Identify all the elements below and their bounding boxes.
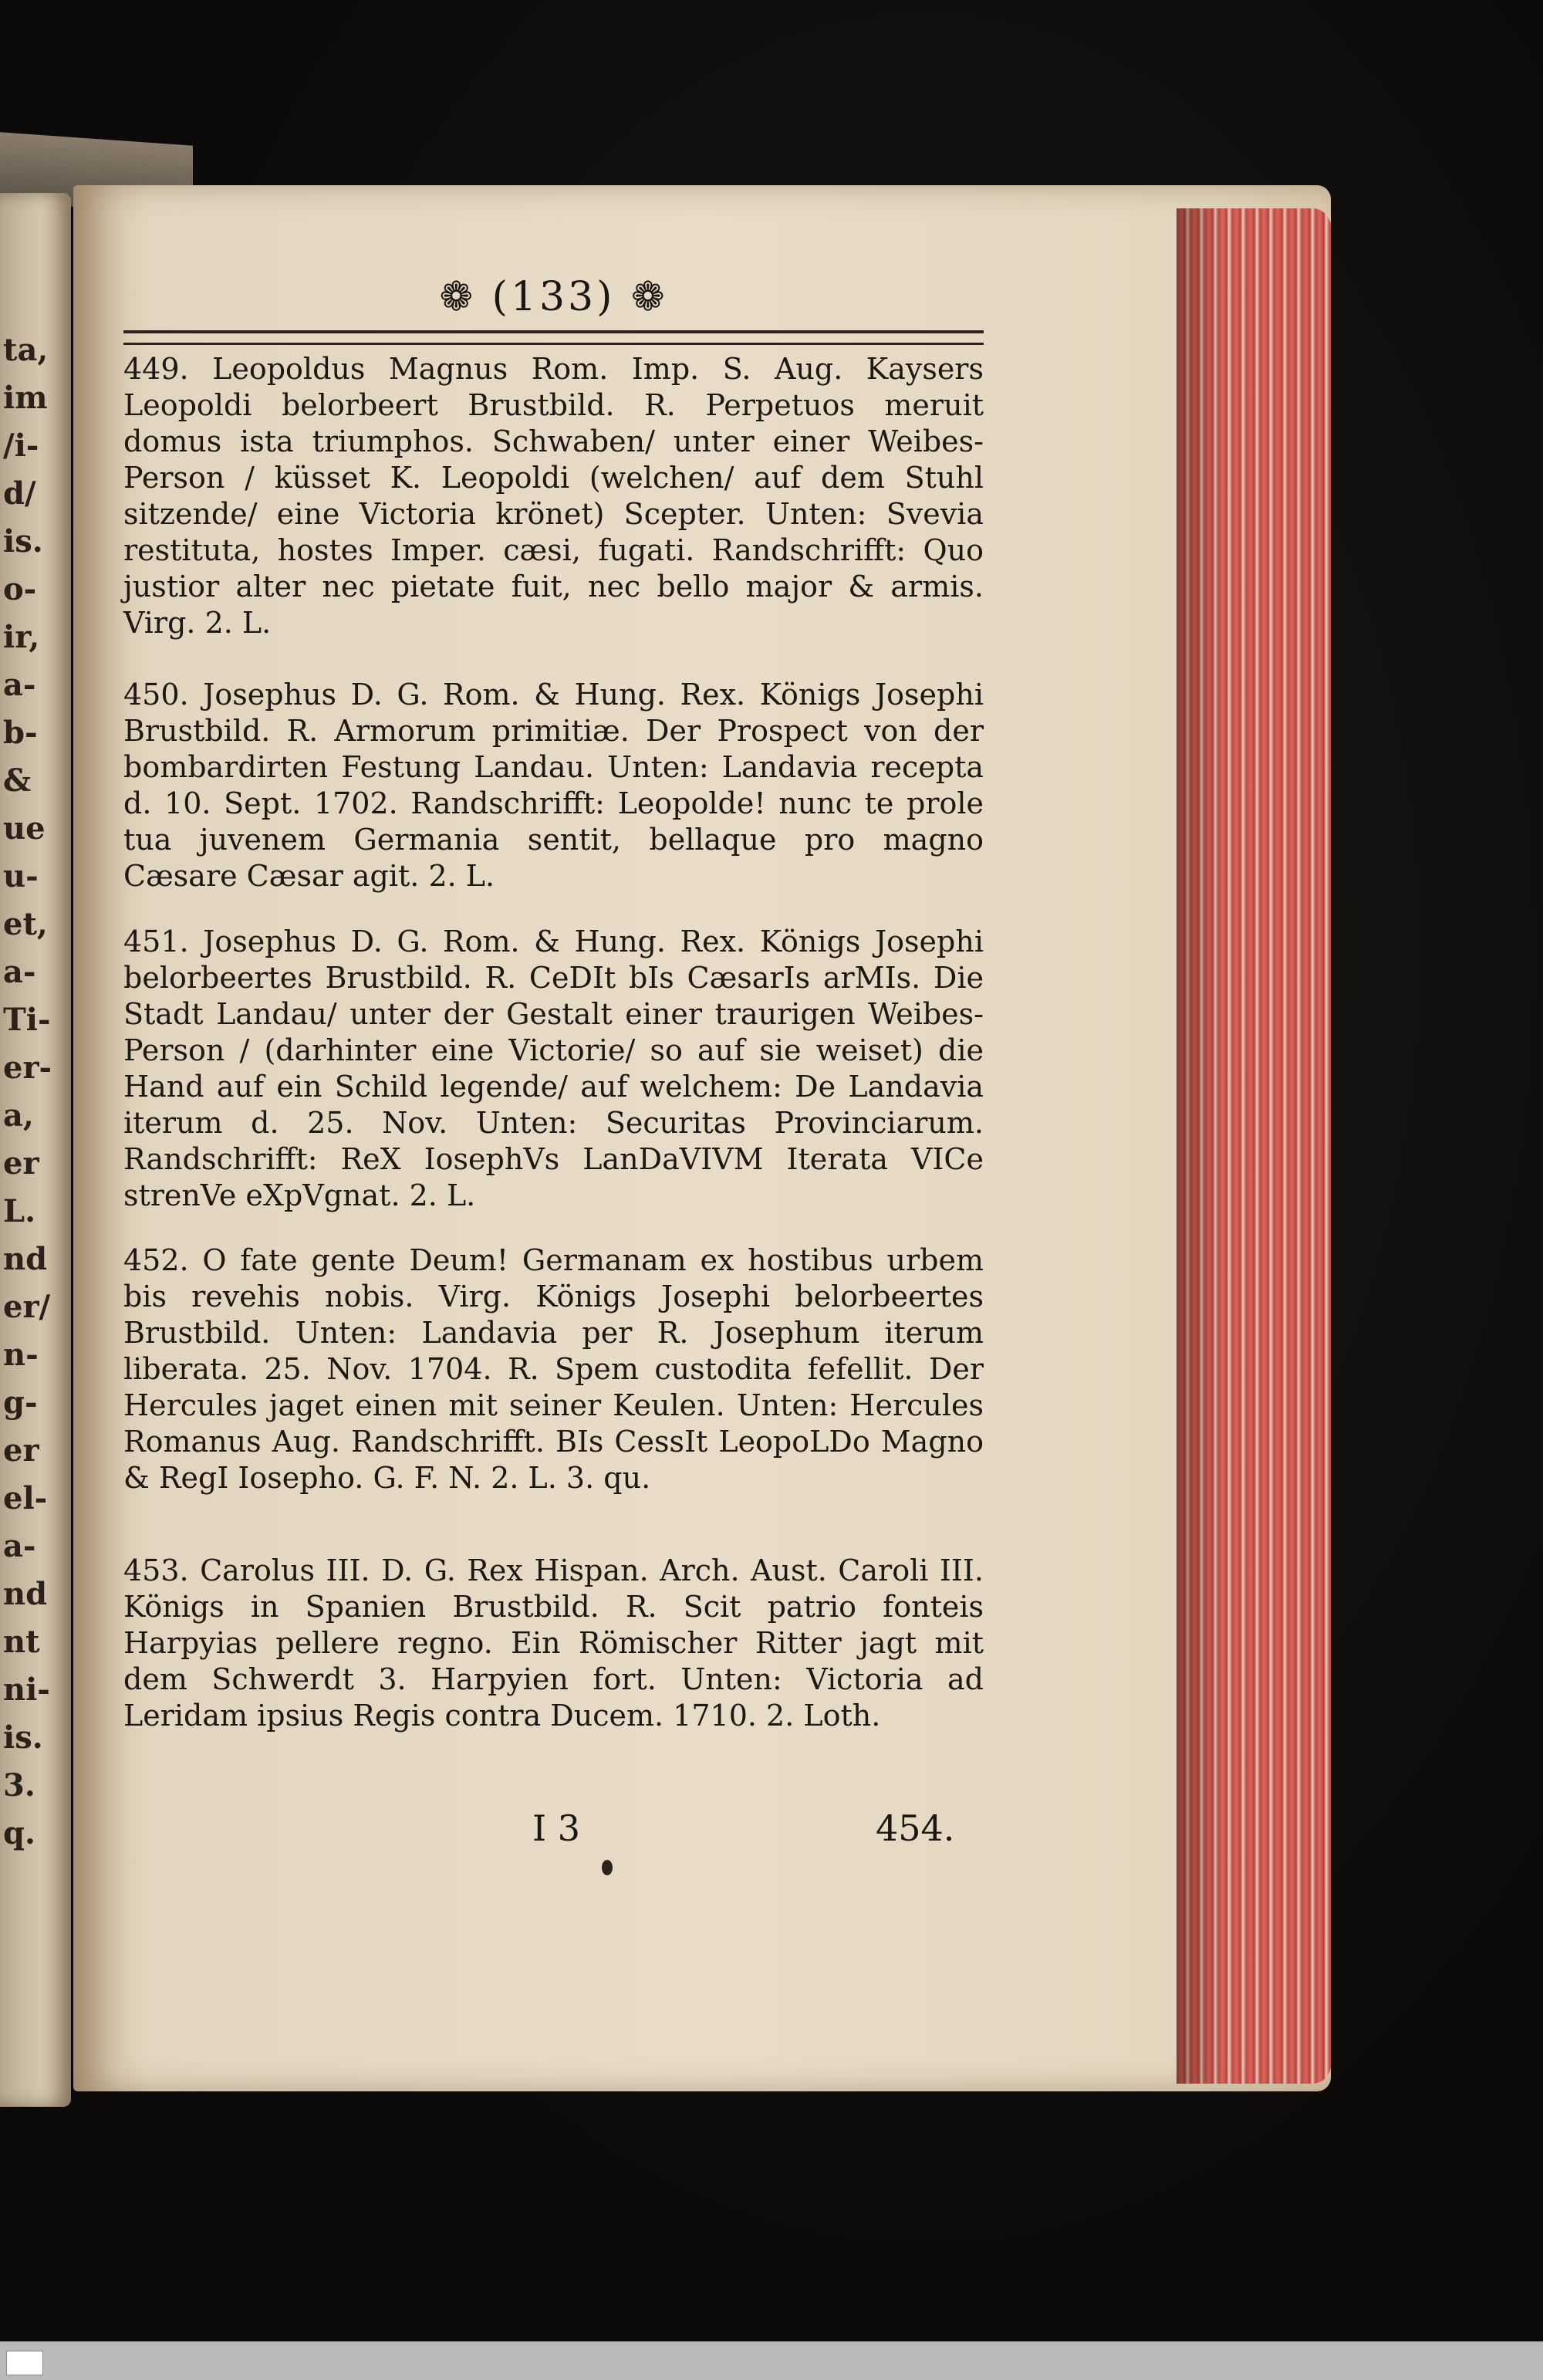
ink-dot	[602, 1860, 613, 1875]
page-edge-shadow	[1177, 208, 1223, 2084]
entry-450	[123, 677, 984, 894]
left-page-fragment: o-	[3, 571, 37, 607]
left-page-fragment: ta,	[3, 332, 49, 368]
catchword: 454.	[876, 1807, 955, 1849]
entry-453	[123, 1553, 984, 1734]
entry-451	[123, 924, 984, 1214]
left-page-fragment: nt	[3, 1624, 40, 1660]
entry-number: 451.	[123, 925, 189, 958]
entry-number: 453.	[123, 1553, 189, 1587]
entry-text: Josephus D. G. Rom. & Hung. Rex. Königs Josephi Brustbild. R. Armorum primitiæ. Der Prospect von der bombardirten Festung Landau. Unten: Landavia recepta d. 10. Sept. 1702. Randschrifft: Leopolde! nunc te prole tua juvenem Germania sentit, bellaque pro magno Cæsare Cæsar agit. 2. L.	[123, 678, 984, 893]
entry-452	[123, 1242, 984, 1496]
left-page-fragment: nd	[3, 1241, 48, 1277]
left-page-fragment: ue	[3, 810, 46, 847]
entry-text: Leopoldus Magnus Rom. Imp. S. Aug. Kaysers Leopoldi belorbeert Brustbild. R. Perpetuos meruit domus ista triumphos. Schwaben/ unter einer Weibes-Person / küsset K. Leopoldi (welchen/ auf dem Stuhl sitzende/ eine Victoria krönet) Scepter. Unten: Svevia restituta, hostes Imper. cæsi, fugati. Randschrifft: Quo justior alter nec pietate fuit, nec bello major & armis. Virg. 2. L.	[123, 352, 984, 640]
left-page-fragment: er	[3, 1432, 39, 1469]
left-page-fragment: a-	[3, 667, 36, 703]
signature-mark: I 3	[532, 1807, 581, 1849]
left-page-fragment: ir,	[3, 619, 40, 655]
entry-number: 450.	[123, 678, 189, 712]
entry-text: Josephus D. G. Rom. & Hung. Rex. Königs Josephi belorbeertes Brustbild. R. CeDIt bIs CæsarIs arMIs. Die Stadt Landau/ unter der Gestalt einer traurigen Weibes-Person / (darhinter eine Victorie/ so auf sie weiset) die Hand auf ein Schild legende/ auf welchem: De Landavia iterum d. 25. Nov. Unten: Securitas Provinciarum. Randschrifft: ReX IosephVs LanDaVIVM Iterata VICe strenVe eXpVgnat. 2. L.	[123, 925, 984, 1212]
left-page-fragment: er	[3, 1145, 39, 1182]
left-page-fragment: et,	[3, 906, 48, 942]
left-page-fragment: u-	[3, 858, 39, 894]
left-page-fragment: el-	[3, 1480, 48, 1516]
entry-number: 452.	[123, 1243, 189, 1277]
left-page-fragment: a-	[3, 954, 36, 990]
left-page-fragment: er-	[3, 1050, 52, 1086]
entry-449	[123, 351, 984, 641]
header-rule	[123, 330, 984, 345]
library-logo	[6, 2351, 43, 2375]
left-page-fragment: b-	[3, 715, 38, 751]
left-page-fragment: &	[3, 762, 32, 799]
left-page-fragment: g-	[3, 1384, 38, 1421]
left-page-fragment: is.	[3, 1719, 43, 1756]
left-page-fragment: L.	[3, 1193, 36, 1229]
entry-text: Carolus III. D. G. Rex Hispan. Arch. Aust. Caroli III. Königs in Spanien Brustbild. R. Scit patrio fonteis Harpyias pellere regno. Ein Römischer Ritter jagt mit dem Schwerdt 3. Harpyien fort. Unten: Victoria ad Leridam ipsius Regis contra Ducem. 1710. 2. Loth.	[123, 1553, 984, 1733]
previous-page-edge	[0, 193, 71, 2107]
left-page-fragment: /i-	[3, 428, 39, 464]
left-page-fragment: Ti-	[3, 1002, 51, 1038]
viewer-bottom-strip	[0, 2341, 1543, 2380]
left-page-fragment: er/	[3, 1289, 51, 1325]
left-page-fragment: im	[3, 380, 48, 416]
left-page-fragment: is.	[3, 523, 43, 560]
left-page-fragment: a-	[3, 1528, 36, 1564]
page-header: ❁ (133) ❁	[439, 274, 668, 320]
entry-number: 449.	[123, 352, 189, 386]
left-page-fragment: ni-	[3, 1672, 50, 1708]
left-page-fragment: 3.	[3, 1767, 35, 1804]
left-page-fragment: d/	[3, 475, 36, 512]
left-page-fragment: n-	[3, 1337, 39, 1373]
entry-text: O fate gente Deum! Germanam ex hostibus urbem bis revehis nobis. Virg. Königs Josephi belorbeertes Brustbild. Unten: Landavia per R. Josephum iterum liberata. 25. Nov. 1704. R. Spem custodita fefellit. Der Hercules jaget einen mit seiner Keulen. Unten: Hercules Romanus Aug. Randschrifft. BIs CessIt LeopoLDo Magno & RegI Iosepho. G. F. N. 2. L. 3. qu.	[123, 1243, 984, 1495]
left-page-fragment: a,	[3, 1097, 34, 1134]
left-page-fragment: nd	[3, 1576, 48, 1612]
left-page-fragment: q.	[3, 1815, 35, 1851]
